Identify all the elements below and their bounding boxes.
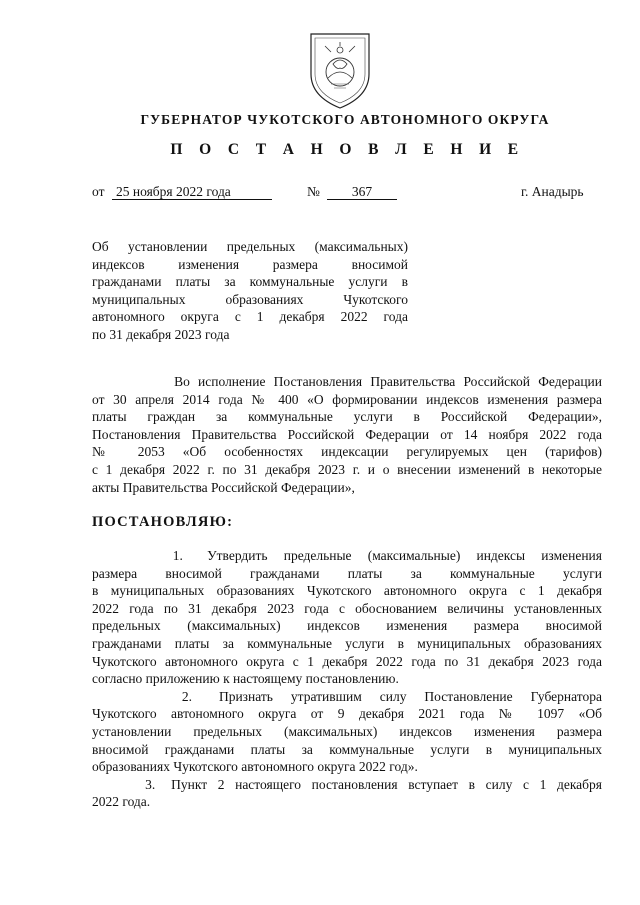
preamble-line: платы граждан за коммунальные услуги в Российской Федерации»,: [92, 409, 602, 425]
item-line: 2022 года.: [92, 794, 151, 810]
document-subject: [92, 238, 408, 344]
preamble: [92, 373, 602, 496]
decree-items: [92, 547, 602, 811]
item-line: установлении предельных (максимальных) индексов изменения размера: [92, 723, 602, 739]
subject-line: индексов изменения размера вносимой: [92, 256, 408, 272]
date-field: [112, 184, 272, 200]
subject-line: по 31 декабря 2023 года: [92, 326, 230, 342]
item-line: предельных (максимальных) индексов изменения размера вносимой: [92, 618, 602, 634]
item-line: образованиях Чукотского автономного округа 2022 год».: [92, 759, 418, 775]
decree-heading: ПОСТАНОВЛЯЮ:: [92, 514, 234, 530]
number-prefix: №: [307, 184, 320, 199]
item-line: согласно приложению к настоящему постановлению.: [92, 671, 399, 687]
preamble-line: акты Правительства Российской Федерации»,: [92, 479, 355, 495]
document-date: 25 ноября 2022 года: [112, 185, 272, 200]
item-line: вносимой гражданами платы за коммунальные услуги в муниципальных: [92, 741, 602, 757]
coat-of-arms-emblem: [305, 28, 375, 110]
number-field: [327, 184, 397, 200]
document-type-title: П О С Т А Н О В Л Е Н И Е: [170, 141, 525, 158]
preamble-line: от 30 апреля 2014 года № 400 «О формировании индексов изменения размера: [92, 391, 602, 407]
item-line: размера вносимой гражданами платы за коммунальные услуги: [92, 565, 602, 581]
item-line: Чукотского автономного округа от 9 декабря 2021 года № 1097 «Об: [92, 706, 602, 722]
preamble-line: № 2053 «Об особенностях индексации регулируемых цен (тарифов): [92, 444, 602, 460]
subject-line: Об установлении предельных (максимальных): [92, 239, 408, 254]
preamble-line: Постановления Правительства Российской Федерации от 14 ноября 2022 года: [92, 426, 602, 442]
item-line: 2022 года по 31 декабря 2023 года с обоснованием величины установленных: [92, 600, 602, 616]
item-line: Чукотского автономного округа с 1 декабря 2022 года по 31 декабря 2023 года: [92, 653, 602, 669]
item-line: 1. Утвердить предельные (максимальные) индексы изменения: [92, 548, 602, 563]
document-place: г. Анадырь: [521, 184, 584, 199]
subject-line: муниципальных образованиях Чукотского: [92, 291, 408, 307]
item-line: 2. Признать утратившим силу Постановление Губернатора: [92, 688, 602, 704]
document-number: 367: [327, 185, 397, 200]
item-line: гражданами платы за коммунальные услуги в муниципальных образованиях: [92, 635, 602, 651]
subject-line: гражданами платы за коммунальные услуги в: [92, 274, 408, 290]
item-line: в муниципальных образованиях Чукотского автономного округа с 1 декабря: [92, 583, 602, 599]
preamble-line: Во исполнение Постановления Правительства Российской Федерации: [92, 374, 602, 389]
subject-line: автономного округа с 1 декабря 2022 года: [92, 309, 408, 325]
preamble-line: с 1 декабря 2022 г. по 31 декабря 2023 г. и о внесении изменений в некоторые: [92, 461, 602, 477]
issuing-authority: ГУБЕРНАТОР ЧУКОТСКОГО АВТОНОМНОГО ОКРУГА: [140, 112, 550, 127]
item-line: 3. Пункт 2 настоящего постановления вступает в силу с 1 декабря: [92, 776, 602, 792]
date-prefix: от: [92, 184, 105, 199]
